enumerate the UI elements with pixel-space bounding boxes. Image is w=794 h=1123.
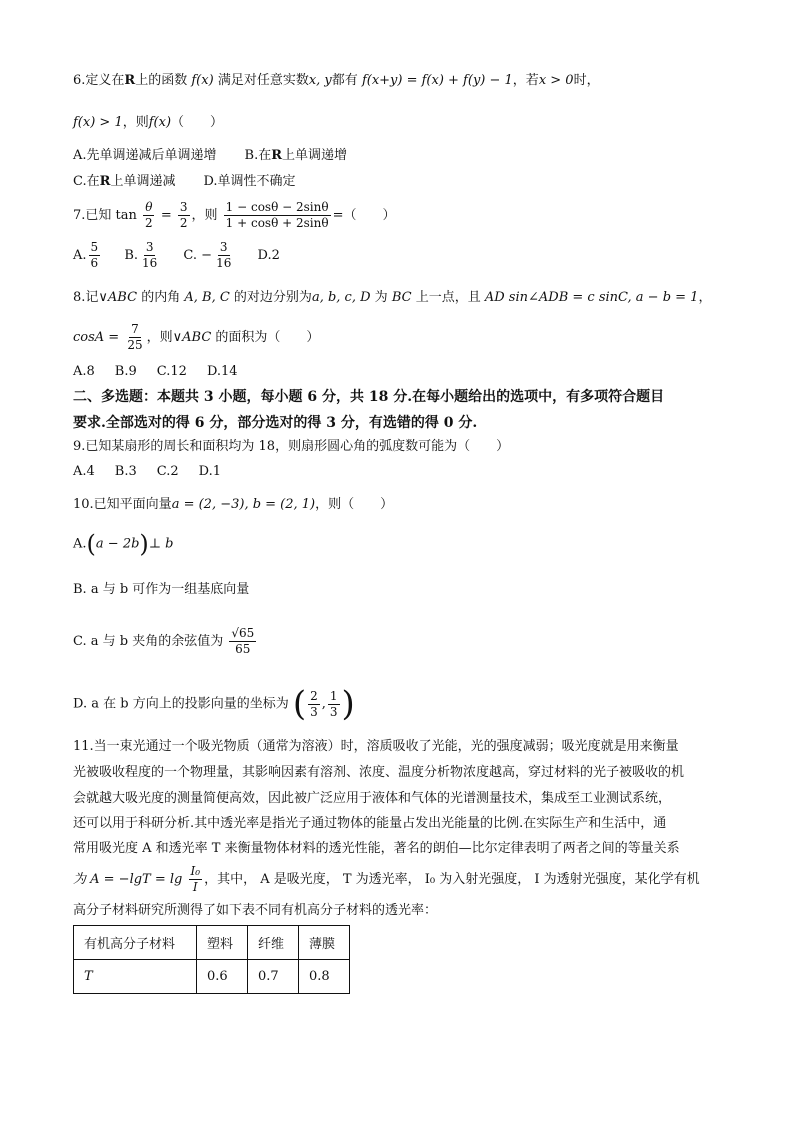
- q6-option-a: A.先单调递减后单调递增: [73, 148, 217, 163]
- q11-line4: 还可以用于科研分析.其中透光率是指光子通过物体的能量占发出光能量的比例.在实际生产和生活中，通: [73, 816, 667, 831]
- q6-equation: f(x+y) = f(x) + f(y) − 1: [361, 73, 513, 88]
- q6-option-d: D.单调性不确定: [203, 174, 296, 189]
- q7-option-d: D.2: [257, 248, 280, 263]
- q8-option-c: C.12: [156, 364, 187, 379]
- q11-line6: 为 A = −lgT = lg $\frac{\text{I₀}}{I}$ ，其中， A 是吸光度， T 为透光率， I₀ 为入射光强度， I 为透射光强度，某化学有机: [73, 864, 700, 894]
- q6-fx: f(x): [148, 115, 172, 130]
- q10-cos-fraction: $\frac{√65}{65}$: [231, 626, 255, 656]
- q10-option-d: D. a 在 b 方向上的投影向量的坐标为 ( $\frac{2}{3}$ , $\frac{1}{3}$ ): [73, 684, 355, 724]
- q11-line7: 高分子材料研究所测得了如下表不同有机高分子材料的透光率：: [73, 903, 438, 918]
- section2-heading-line1: 二、多选题：本题共 3 小题，每小题 6 分，共 18 分.在每小题给出的选项中，有多项符合题目: [73, 389, 665, 405]
- q10-stem: 10.已知平面向量a = (2, −3), b = (2, 1)，则（ ）: [73, 497, 394, 512]
- q6-options-1: [73, 146, 347, 166]
- q7-option-a: A. $\frac{5}{6}$: [73, 240, 99, 270]
- q6-xy: x, y: [308, 73, 332, 88]
- q6-set-r: R: [124, 73, 136, 88]
- q6-text: 时，: [573, 73, 600, 88]
- q8-stem-line2: cosA = $\frac{7}{25}$ ，则∨ABC 的面积为（ ）: [73, 322, 320, 352]
- q8-option-d: D.14: [206, 364, 238, 379]
- q9-option-d: D.1: [198, 464, 222, 479]
- q10-option-b: B. a 与 b 可作为一组基底向量: [73, 582, 250, 597]
- q6-stem: [73, 71, 600, 91]
- table-cell: 0.8: [299, 960, 350, 994]
- q6-text: 满足对任意实数: [217, 73, 309, 88]
- q7-text: 7.已知 tan: [73, 208, 137, 223]
- table-header-cell: 塑料: [197, 926, 248, 960]
- q6-options-2: [73, 172, 296, 192]
- q7-option-b: B. $\frac{3}{16}$: [124, 240, 158, 270]
- table-header-cell: 有机高分子材料: [74, 926, 197, 960]
- section2-heading-line2: 要求.全部选对的得 6 分，部分选对的得 3 分，有选错的得 0 分.: [73, 415, 478, 431]
- q11-line1: 11.当一束光通过一个吸光物质（通常为溶液）时，溶质吸收了光能，光的强度减弱；吸光度就是用来衡量: [73, 739, 679, 754]
- q6-fx: f(x): [191, 73, 214, 88]
- q7-three-halves: $\frac{3}{2}$: [179, 200, 188, 230]
- q6-cond2: f(x) > 1: [73, 115, 123, 130]
- q9-options: [73, 462, 221, 482]
- q10-option-a: A.(a − 2b)⊥ b: [73, 530, 174, 558]
- table-header-cell: 纤维: [248, 926, 299, 960]
- q8-option-b: B.9: [114, 364, 137, 379]
- q7-option-c: C. − $\frac{3}{16}$: [183, 240, 232, 270]
- table-header-row: [74, 926, 350, 960]
- q6-set-r: R: [99, 174, 111, 189]
- q11-line5: 常用吸光度 A 和透光率 T 来衡量物体材料的透光性能，著名的朗伯—比尔定律表明了两者之间的等量关系: [73, 841, 680, 856]
- q10-vectors: a = (2, −3), b = (2, 1): [171, 497, 316, 512]
- q9-stem: 9.已知某扇形的周长和面积均为 18，则扇形圆心角的弧度数可能为（ ）: [73, 439, 510, 454]
- q6-text: ，则: [122, 115, 149, 130]
- q6-option-b: B.在: [244, 148, 272, 163]
- q8-stem: 8.记∨ABC 的内角 A, B, C 的对边分别为a, b, c, D 为 BC 上一点，且 AD sin∠ADB = c sinC, a − b = 1，: [73, 290, 712, 305]
- q6-set-r: R: [271, 148, 283, 163]
- q7-stem: 7.已知 tan $\frac{\theta}{2}$ = $\frac{3}{2}$ ，则 $\frac{1 - \cos\theta - 2\sin\theta}{1 + \cos\theta + 2\sin\theta}$ =（ ）: [73, 200, 396, 230]
- q7-fraction: $\frac{1 - \cos\theta - 2\sin\theta}{1 + \cos\theta + 2\sin\theta}$: [225, 200, 329, 230]
- table-header-cell: 薄膜: [299, 926, 350, 960]
- q9-option-a: A.4: [73, 464, 95, 479]
- q8-option-a: A.8: [73, 364, 95, 379]
- q6-text: 上的函数: [135, 73, 188, 88]
- q7-options: [73, 236, 280, 276]
- q6-text: 都有: [331, 73, 358, 88]
- q11-line2: 光被吸收程度的一个物理量，其影响因素有溶剂、浓度、温度分析物浓度越高，穿过材料的光子被吸收的机: [73, 765, 685, 780]
- table-row-label: T: [74, 960, 197, 994]
- q6-option-b-rest: 上单调递增: [282, 148, 348, 163]
- q6-stem-line2: [73, 113, 223, 133]
- q6-option-c: C.在: [73, 174, 100, 189]
- table-row: [74, 960, 350, 994]
- q10-option-c: C. a 与 b 夹角的余弦值为 $\frac{√65}{65}$: [73, 626, 255, 656]
- q9-option-c: C.2: [156, 464, 179, 479]
- q6-paren: （ ）: [171, 115, 224, 130]
- q8-options: [73, 362, 238, 382]
- q6-text: ，若: [512, 73, 539, 88]
- q11-fraction: $\frac{\text{I₀}}{I}$: [190, 864, 201, 894]
- q6-text: 6.定义在: [73, 73, 125, 88]
- q7-half-theta: $\frac{\theta}{2}$: [145, 200, 153, 230]
- transmittance-table: [73, 925, 350, 994]
- table-cell: 0.6: [197, 960, 248, 994]
- q6-condition: x > 0: [538, 73, 574, 88]
- table-cell: 0.7: [248, 960, 299, 994]
- q11-line3: 会就越大吸光度的测量简便高效，因此被广泛应用于液体和气体的光谱测量技术，集成至工业测试系统，: [73, 791, 672, 806]
- q8-cos-fraction: $\frac{7}{25}$: [127, 322, 143, 352]
- q6-option-c-rest: 上单调递减: [110, 174, 176, 189]
- q8-equation: AD sin∠ADB = c sinC, a − b = 1: [484, 290, 699, 305]
- q9-option-b: B.3: [114, 464, 137, 479]
